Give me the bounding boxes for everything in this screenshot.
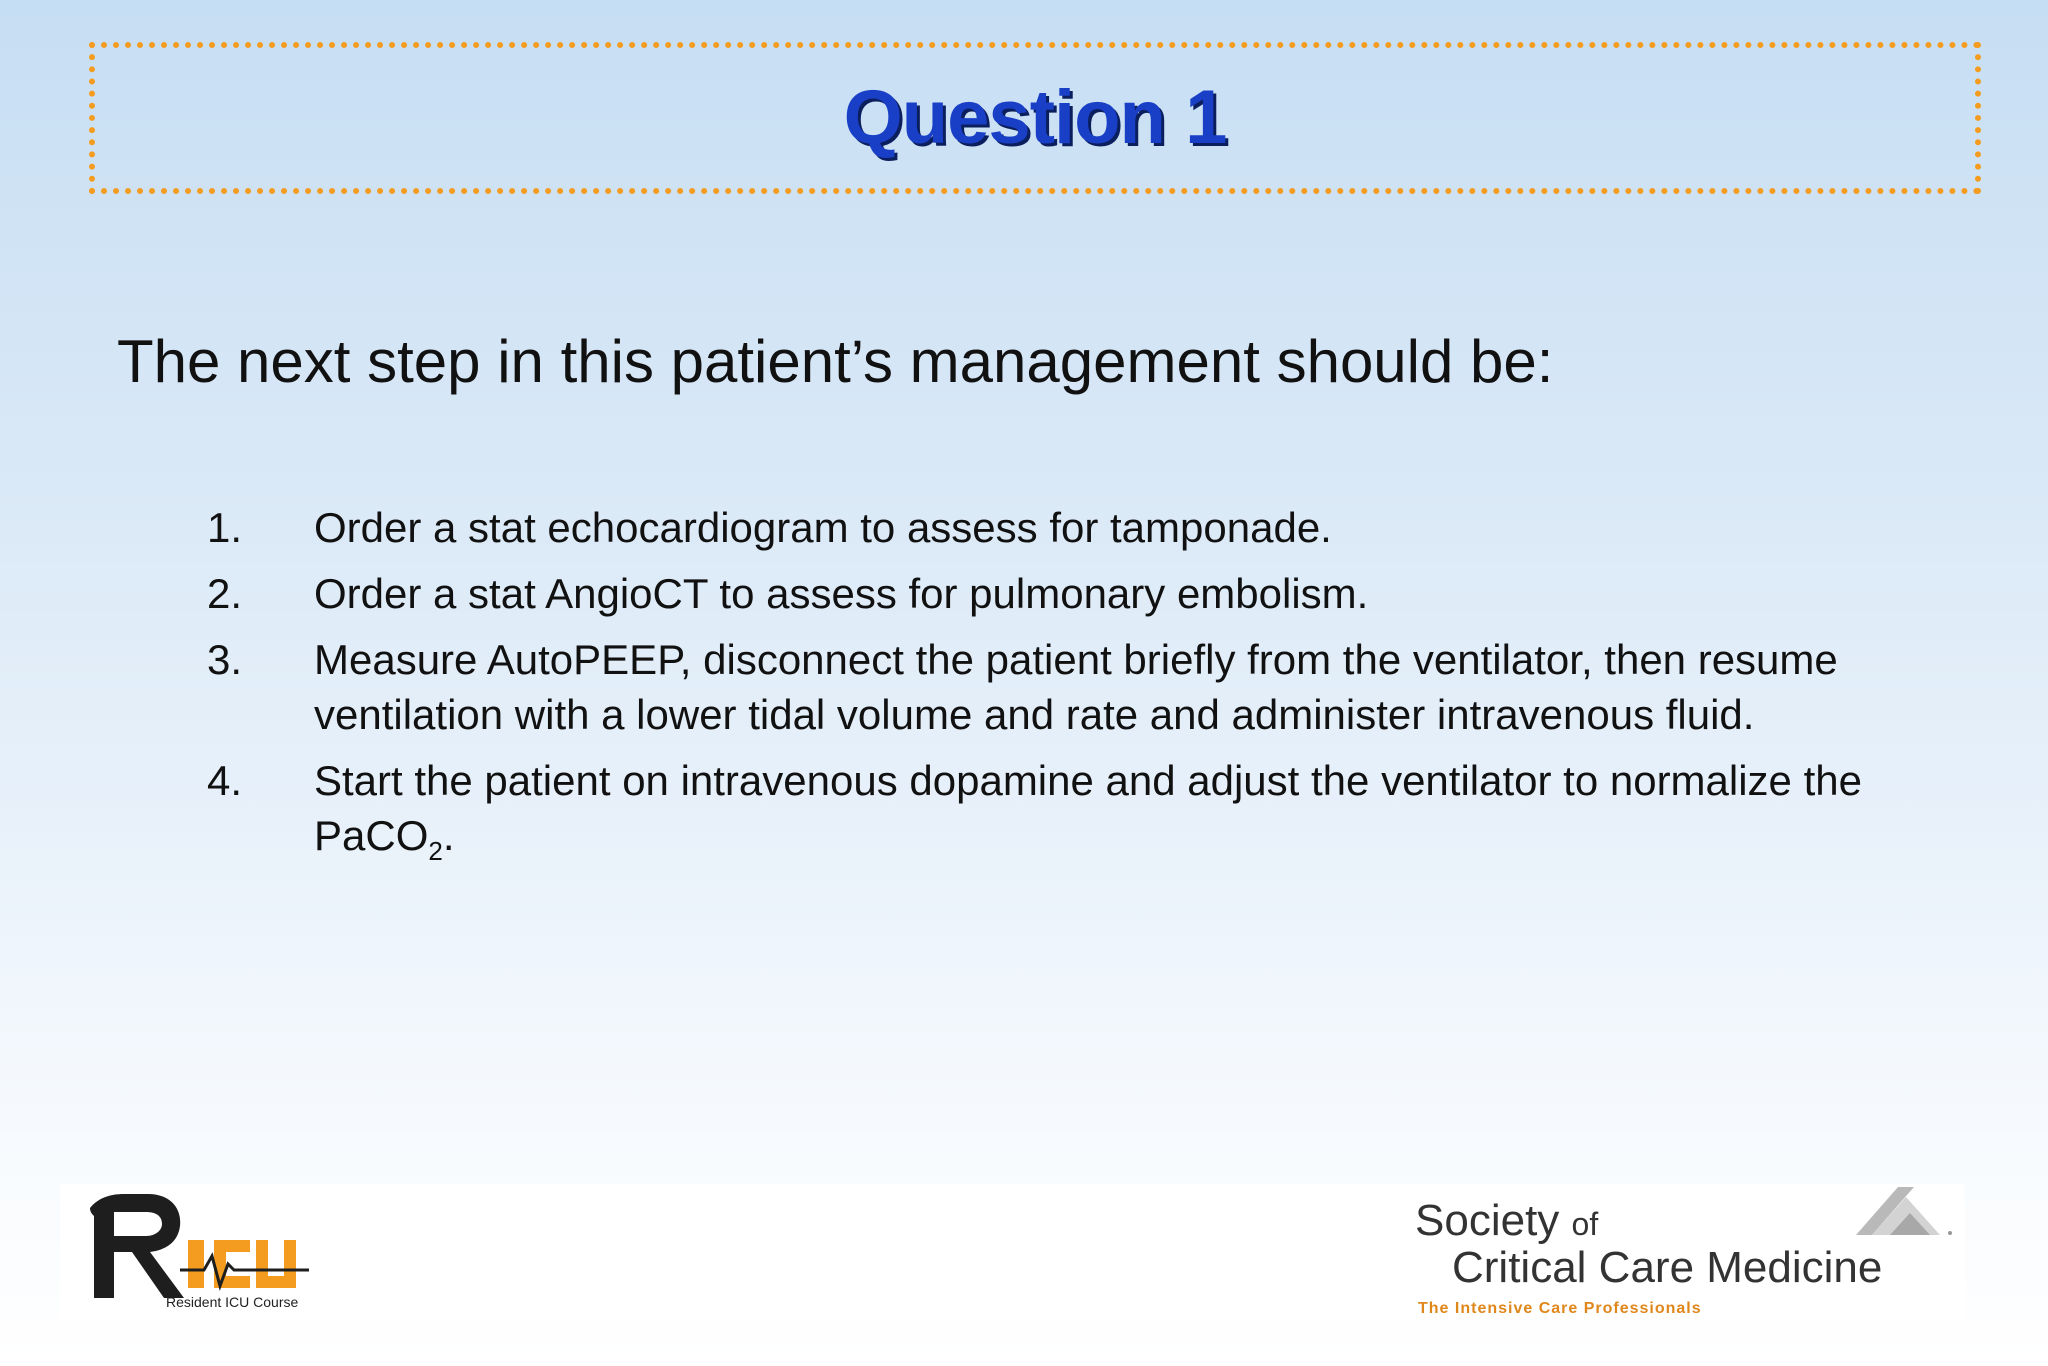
ricu-logo-caption: Resident ICU Course (166, 1294, 299, 1310)
answer-option-3 (207, 632, 1947, 742)
option-text-main: Start the patient on intravenous dopamine and adjust the ventilator to normalize the PaCO (314, 757, 1862, 859)
answer-option-1 (207, 500, 1947, 555)
sccm-of: of (1571, 1206, 1599, 1242)
sccm-logo-line2: Critical Care Medicine (1452, 1243, 1883, 1292)
option-number: 2. (207, 570, 243, 617)
title-box (89, 42, 1981, 194)
option-number: 4. (207, 757, 243, 804)
option-text: Order a stat echocardiogram to assess for tamponade. (314, 504, 1332, 551)
slide-title: Question 1 (843, 74, 1227, 160)
answer-option-4 (207, 753, 1947, 866)
sccm-logo-line1 (1415, 1196, 1598, 1246)
option-text: Measure AutoPEEP, disconnect the patient briefly from the ventilator, then resume ventilation with a lower tidal volume and rate and administer intravenous fluid. (314, 636, 1838, 738)
option-text: Order a stat AngioCT to assess for pulmonary embolism. (314, 570, 1369, 617)
option-number: 3. (207, 636, 243, 683)
subscript-two: 2 (428, 836, 443, 866)
sccm-tagline: The Intensive Care Professionals (1418, 1300, 1702, 1317)
option-text-end: . (442, 812, 455, 859)
sccm-society: Society (1415, 1196, 1560, 1245)
question-prompt: The next step in this patient’s management should be: (117, 328, 1554, 395)
sccm-triangle-icon (1850, 1183, 1955, 1238)
option-number: 1. (207, 504, 243, 551)
option-text (314, 753, 1947, 866)
answer-options-list (207, 500, 1947, 874)
answer-option-2 (207, 566, 1947, 621)
